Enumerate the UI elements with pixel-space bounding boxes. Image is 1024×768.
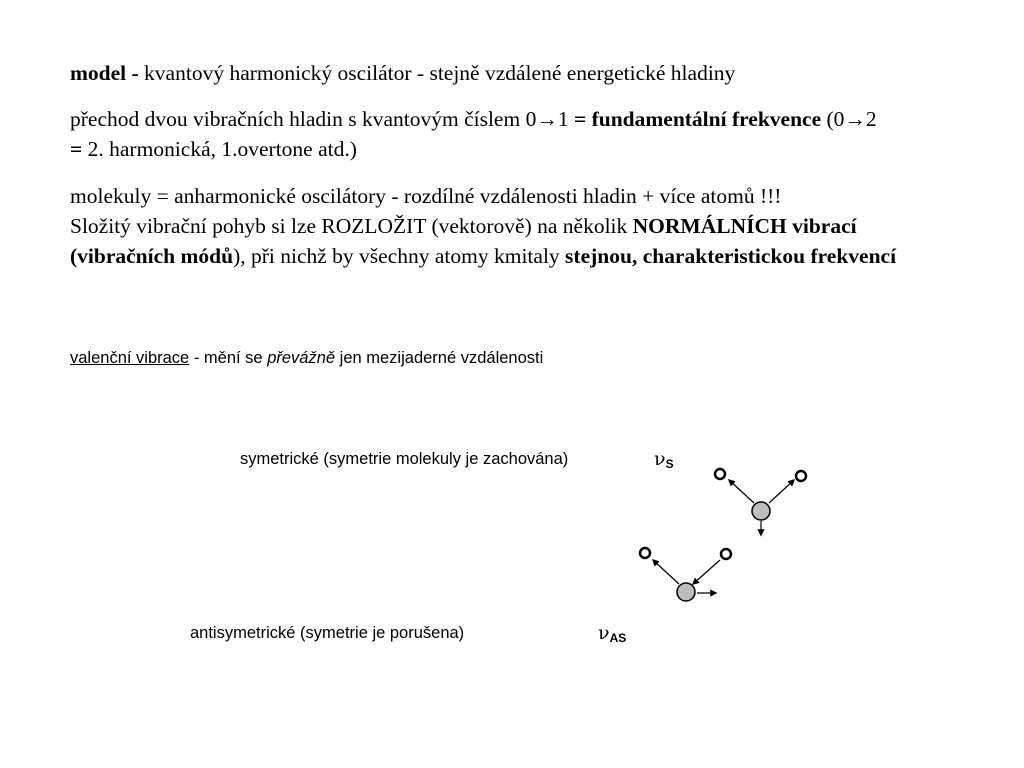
antisymmetric-label: antisymetrické (symetrie je porušena) <box>190 624 465 642</box>
sym-left-arrow <box>729 480 754 503</box>
asym-left-atom <box>640 548 650 558</box>
valence-vibration-title: valenční vibrace <box>70 349 190 367</box>
transition-arrow-1: → <box>536 107 558 131</box>
nu-as-subscript: AS <box>609 631 627 645</box>
molecules-text-b: ), při nichž by všechny atomy kmitaly <box>233 244 566 268</box>
molecules-text-a: Složitý vibrační pohyb si lze ROZLOŽIT (vektorově) na několik <box>70 214 633 238</box>
normal-vibrations: NORMÁLNÍCH vibrací (vibračních módů <box>70 214 857 268</box>
asym-central-atom <box>677 583 695 601</box>
transition-text-a: přechod dvou vibračních hladin s kvantovým číslem 0 <box>70 107 537 131</box>
transition-text-e: 2. harmonická, 1.overtone atd.) <box>82 137 357 161</box>
nu-as-letter: ν <box>598 622 610 644</box>
symmetric-label: symetrické (symetrie molekuly je zachována) <box>240 450 569 468</box>
symmetric-stretch-molecule <box>715 469 806 535</box>
transition-equals: = <box>70 137 83 161</box>
asym-left-arrow <box>653 560 679 584</box>
molecules-line-1: molekuly = anharmonické oscilátory - rozdílné vzdálenosti hladin + více atomů !!! <box>70 184 782 208</box>
fundamental-frequency: = fundamentální frekvence <box>573 107 822 131</box>
transition-text-b: 1 <box>557 107 574 131</box>
sym-left-atom <box>715 469 725 479</box>
sym-right-arrow <box>769 480 794 503</box>
asym-right-atom <box>721 549 731 559</box>
characteristic-frequency: stejnou, charakteristickou frekvencí <box>565 244 897 268</box>
valence-text-a: - mění se <box>189 349 268 367</box>
transition-text-d: 2 <box>865 107 877 131</box>
model-label: model - <box>70 61 139 85</box>
nu-s-letter: ν <box>654 448 666 470</box>
antisymmetric-stretch-molecule <box>640 548 731 601</box>
sym-central-atom <box>752 502 770 520</box>
model-description: kvantový harmonický oscilátor - stejně vzdálené energetické hladiny <box>138 61 736 85</box>
transition-text-c: (0 <box>821 107 845 131</box>
valence-italic: převážně <box>267 349 336 367</box>
sym-right-atom <box>796 471 806 481</box>
valence-text-b: jen mezijaderné vzdálenosti <box>335 349 544 367</box>
nu-s-subscript: S <box>665 457 674 471</box>
transition-arrow-2: → <box>844 107 866 131</box>
asym-right-arrow <box>693 560 720 584</box>
